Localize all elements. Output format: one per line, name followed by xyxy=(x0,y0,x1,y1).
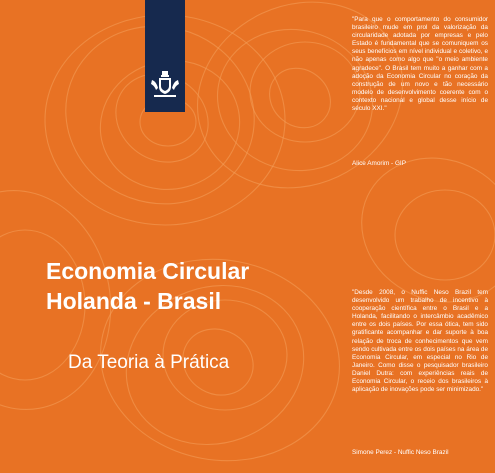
subtitle: Da Teoria à Prática xyxy=(68,352,230,373)
quote-alice-amorim: "Para que o comportamento do consumidor brasileiro mude em prol da valorização da circularidade adotada por empresas e pelo Estado é fundamental que se comuniquem os seus benefícios em nível individual e coletivo, e não apenas como algo que "o meio ambiente agradece". O Brasil tem muito a ganhar com a adoção da Economia Circular no coração da construção de um novo e tão necessário modelo de desenvolvimento coerente com o contexto nacional e global desse início de século XXI." xyxy=(352,16,488,113)
quote-attribution: Alice Amorim - GIP xyxy=(352,160,406,167)
quote-simone-perez: "Desde 2008, o Nuffic Neso Brazil tem desenvolvido um trabalho de incentivo à cooperação científica entre o Brasil e a Holanda, facilitando o intercâmbio acadêmico entre os dois países. Por essa ótica, tem sido gratificante acompanhar e dar suporte à boa relação de troca de conhecimentos que vem sendo cultivada entre os dois países na área de Economia Circular, em especial no Rio de Janeiro. Como disse o pesquisador brasileiro Daniel Dutra: com experiências reais de Economia Circular, o receio dos brasileiros à aplicação de inovações pode ser minimizado." xyxy=(352,289,488,394)
title-line-2: Holanda - Brasil xyxy=(46,288,222,314)
quote-attribution: Simone Perez - Nuffic Neso Brazil xyxy=(352,449,449,456)
royal-coat-of-arms-icon xyxy=(150,70,180,100)
title-line-1: Economia Circular xyxy=(46,258,250,284)
